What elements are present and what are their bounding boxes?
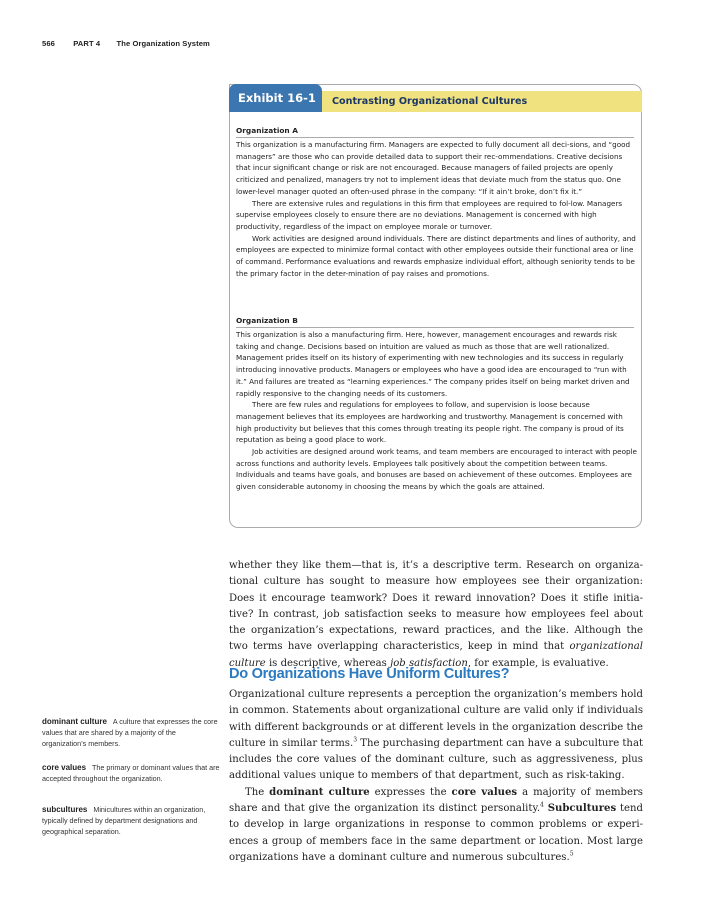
org-b-paragraph: This organization is also a manufacturing firm. Here, however, management encourages and rewards risk taking and change. Decisions based on intuition are valued as much as those that are well rationalized. Management prides itself on its history of experimenting with new technologies and its success in regularly introducing innovative products. Managers or employees who have a good idea are encouraged to “run with it.” And failures are treated as “learning experiences.” The company prides itself on being market driven and rapidly responsive to the changing needs of its customers. [236,330,630,398]
margin-term: core values [42,763,87,772]
body-text: expresses the [369,786,452,798]
body-text: The [245,786,270,798]
term-core-values: core values [451,786,518,798]
page-number: 566 [42,39,55,48]
org-a-body [236,139,638,279]
body-text: is descriptive, whereas [265,657,391,669]
org-a-heading: Organization A [236,125,634,138]
margin-term: subcultures [42,805,88,814]
running-head [42,39,210,48]
body-text: whether they like them—that is, it’s a descriptive term. Research on organiza-tional culture has sought to measure how employees see their organization: Does it encourage teamwork? Does it reward innovation? Does it stifle initia-tive? In contrast, job satisfaction seeks to measure how employees feel about the organization’s expectations, reward practices, and the like. Although the two terms have overlapping characteristics, keep in mind that [229,560,643,653]
margin-note [42,716,220,749]
org-b-body [236,329,638,493]
margin-definition: A culture that expresses the core values that are shared by a majority of the organization’s members. [42,717,218,748]
org-b-paragraph: Job activities are designed around work teams, and team members are encouraged to interact with people across functions and authority levels. Employees talk positively about the competition between teams. Individuals and teams have goals, and bonuses are based on achievement of these outcomes. Employees are given considerable autonomy in choosing the means by which the goals are attained. [236,447,637,492]
part-label: PART 4 [73,39,101,48]
body-text: Organizational culture represents a perception the organization’s members hold in common. Statements about organizational culture are valid only if individuals with different backgrounds or at different levels in the organization describe the culture in similar terms. [229,689,643,749]
margin-note [42,804,220,837]
body-text: tend to develop in large organizations in response to common problems or experi-ences a group of members face in the same department or location. Most large organizations have a dominant culture and numerous subcultures. [229,803,643,863]
margin-note [42,762,220,784]
exhibit-header [229,84,642,112]
org-a-paragraph: This organization is a manufacturing firm. Managers are expected to fully document all deci-sions, and “good managers” are those who can provide detailed data to support their rec-ommendations. Creative decisions that incur significant change or risk are not encouraged. Because managers of failed projects are openly criticized and penalized, managers try not to implement ideas that deviate much from the status quo. One lower-level manager quoted an often-used phrase in the company: “If it ain’t broke, don’t fix it.” [236,140,631,196]
exhibit-label: Exhibit 16-1 [229,84,322,112]
footnote-ref: 5 [569,850,574,858]
term-dominant-culture: dominant culture [269,786,370,798]
body-text: The purchasing department can have a subculture that includes the core values of the dominant culture, such as aggressiveness, plus additional values unique to members of that department, such as risk-taking. [229,737,644,782]
margin-term: dominant culture [42,717,107,726]
exhibit-box [229,84,642,528]
body-paragraph [229,687,643,866]
section-heading: Do Organizations Have Uniform Cultures? [229,666,510,682]
body-text: a majority of members share and that give the organization its distinct personality. [229,786,643,815]
section-label: The Organization System [116,39,210,48]
org-a-paragraph: Work activities are designed around individuals. There are distinct departments and lines of authority, and employees are expected to minimize formal contact with other employees outside their functional area or line of command. Performance evaluations and rewards emphasize individual effort, although seniority tends to be the primary factor in the deter-mination of pay raises and promotions. [236,233,636,278]
body-paragraph [229,558,643,672]
body-text: , for example, is evaluative. [467,657,609,669]
term-job-satisfaction: job satisfaction [390,657,468,669]
org-a-paragraph: There are extensive rules and regulations in this firm that employees are required to fol-low. Managers supervise employees closely to ensure there are no deviations. Management is concerned with high productivity, regardless of the impact on employee morale or turnover. [236,198,623,231]
margin-definition: Minicultures within an organization, typically defined by department designations and geographical separation. [42,805,206,836]
org-b-paragraph: There are few rules and regulations for employees to follow, and supervision is loose because management believes that its employees are hardworking and trustworthy. Management is concerned with high productivity but believes that this comes through treating its people right. The company is proud of its reputation as being a good place to work. [236,400,624,445]
margin-definition: The primary or dominant values that are accepted throughout the organization. [42,763,220,783]
term-organizational-culture: organizational culture [229,641,643,669]
org-b-heading: Organization B [236,315,634,328]
exhibit-title: Contrasting Organizational Cultures [322,91,642,112]
term-subcultures: Subcultures [547,803,617,815]
footnote-ref: 3 [353,736,358,744]
footnote-ref: 4 [540,801,544,809]
